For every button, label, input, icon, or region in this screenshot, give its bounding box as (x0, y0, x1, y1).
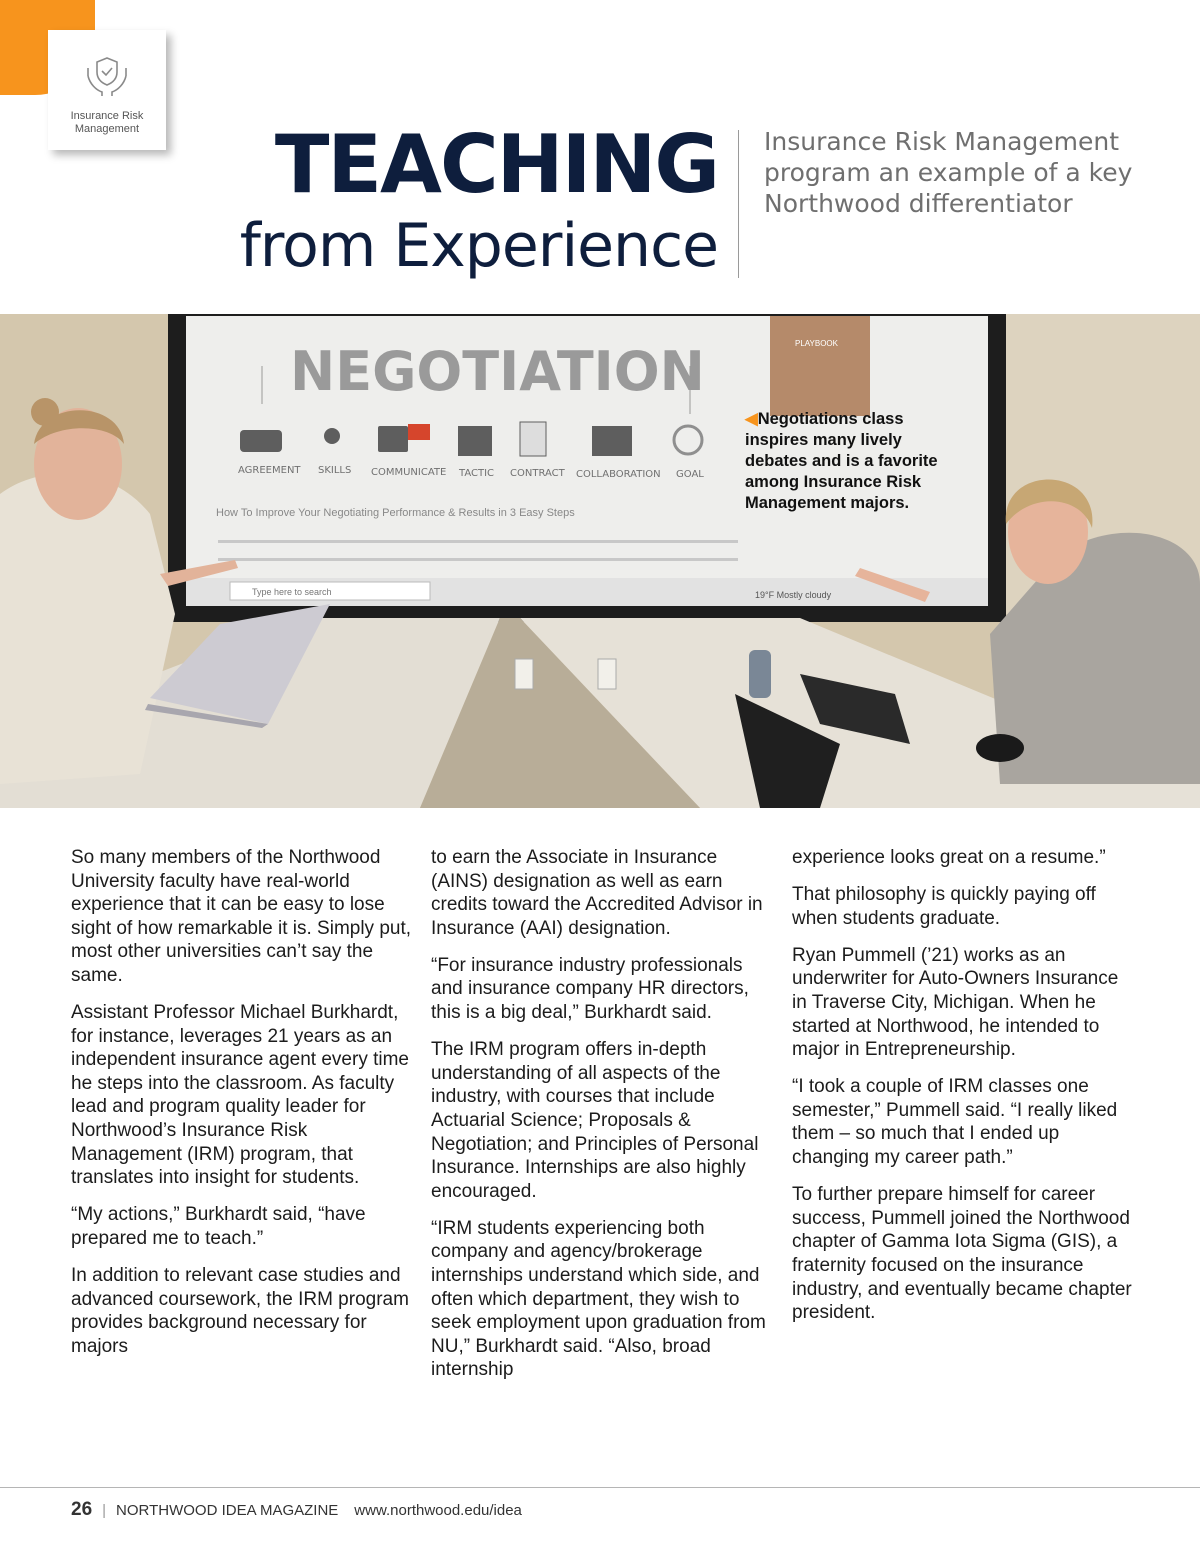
screen-icon-label-7: GOAL (676, 469, 704, 480)
screen-title: NEGOTIATION (290, 340, 705, 403)
taskbar-weather: 19°F Mostly cloudy (755, 590, 832, 600)
hands-shield-icon (84, 52, 130, 98)
paragraph: “I took a couple of IRM classes one semester,” Pummell said. “I really liked them – so much that I ended up changing my career path.” (792, 1076, 1118, 1169)
screen-icon-label-5: CONTRACT (510, 468, 565, 479)
paragraph: In addition to relevant case studies and advanced coursework, the IRM program provides background necessary for majors (71, 1265, 409, 1357)
classroom-photo (0, 314, 1200, 808)
footer-rule (0, 1487, 1200, 1488)
paragraph: The IRM program offers in-depth understanding of all aspects of the industry, with courses that include Actuarial Science; Proposals & Negotiation; and Principles of Personal Insurance. Internships are also highly encouraged. (431, 1039, 759, 1202)
headline-divider (738, 130, 739, 278)
paragraph: Assistant Professor Michael Burkhardt, for instance, leverages 21 years as an independent insurance agent every time he steps into the classroom. As faculty lead and program quality leader for Northwood’s Insurance Risk Management (IRM) program, that translates into insight for students. (71, 1002, 410, 1189)
paragraph: experience looks great on a resume.” (792, 847, 1106, 868)
headline (120, 120, 718, 282)
paragraph: to earn the Associate in Insurance (AINS) designation as well as earn credits toward the Accredited Advisor in Insurance (AAI) designation. (431, 847, 763, 939)
article-column-3 (792, 846, 1137, 1338)
page-footer (71, 1498, 522, 1523)
screen-icon-label-2: SKILLS (318, 465, 352, 476)
screen-book-label: PLAYBOOK (795, 339, 838, 348)
article-column-1 (71, 846, 416, 1372)
page-number: 26 (71, 1499, 93, 1520)
paragraph: Ryan Pummell (’21) works as an underwriter for Auto-Owners Insurance in Traverse City, Michigan. When he started at Northwood, he intended to major in Entrepreneurship. (792, 944, 1119, 1061)
screen-icon-label-3: COMMUNICATE (371, 467, 447, 478)
deck-text: Insurance Risk Management program an example of a key Northwood differentiator (764, 127, 1133, 218)
paragraph: That philosophy is quickly paying off when students graduate. (792, 884, 1096, 929)
paragraph: “My actions,” Burkhardt said, “have prepared me to teach.” (71, 1204, 366, 1249)
publication-name: NORTHWOOD IDEA MAGAZINE (116, 1502, 339, 1519)
caption-text: Negotiations class inspires many lively debates and is a favorite among Insurance Risk Management majors. (745, 410, 938, 512)
headline-sub: from Experience (239, 211, 718, 281)
headline-main: TEACHING (274, 118, 718, 211)
badge-label: Insurance Risk Management (70, 110, 144, 135)
paragraph: “For insurance industry professionals and insurance company HR directors, this is a big deal,” Burkhardt said. (431, 954, 749, 1024)
footer-url[interactable]: www.northwood.edu/idea (354, 1502, 522, 1519)
screen-subtitle: How To Improve Your Negotiating Performance & Results in 3 Easy Steps (216, 507, 575, 519)
paragraph: So many members of the Northwood University faculty have real-world experience that it can be easy to lose sight of how remarkable it is. Simply put, most other universities can’t say the same. (71, 847, 412, 986)
paragraph: “IRM students experiencing both company and agency/brokerage internships understand which side, and often which department, they wish to seek employment upon graduation from NU,” Burkhardt said. “Also, broad internship (431, 1217, 766, 1381)
article-column-2 (431, 846, 776, 1395)
paragraph: To further prepare himself for career success, Pummell joined the Northwood chapter of Gamma Iota Sigma (GIS), a fraternity focused on the insurance industry, and eventually became chapter president. (792, 1184, 1132, 1324)
photo-illustration (0, 314, 1200, 808)
photo-caption (745, 409, 955, 514)
screen-icon-label-1: AGREEMENT (238, 465, 301, 476)
taskbar-search: Type here to search (252, 587, 332, 597)
footer-separator: | (102, 1502, 107, 1519)
screen-icon-label-6: COLLABORATION (576, 469, 661, 480)
screen-icon-label-4: TACTIC (459, 468, 495, 479)
caption-arrow-icon: ◀ (745, 410, 758, 428)
